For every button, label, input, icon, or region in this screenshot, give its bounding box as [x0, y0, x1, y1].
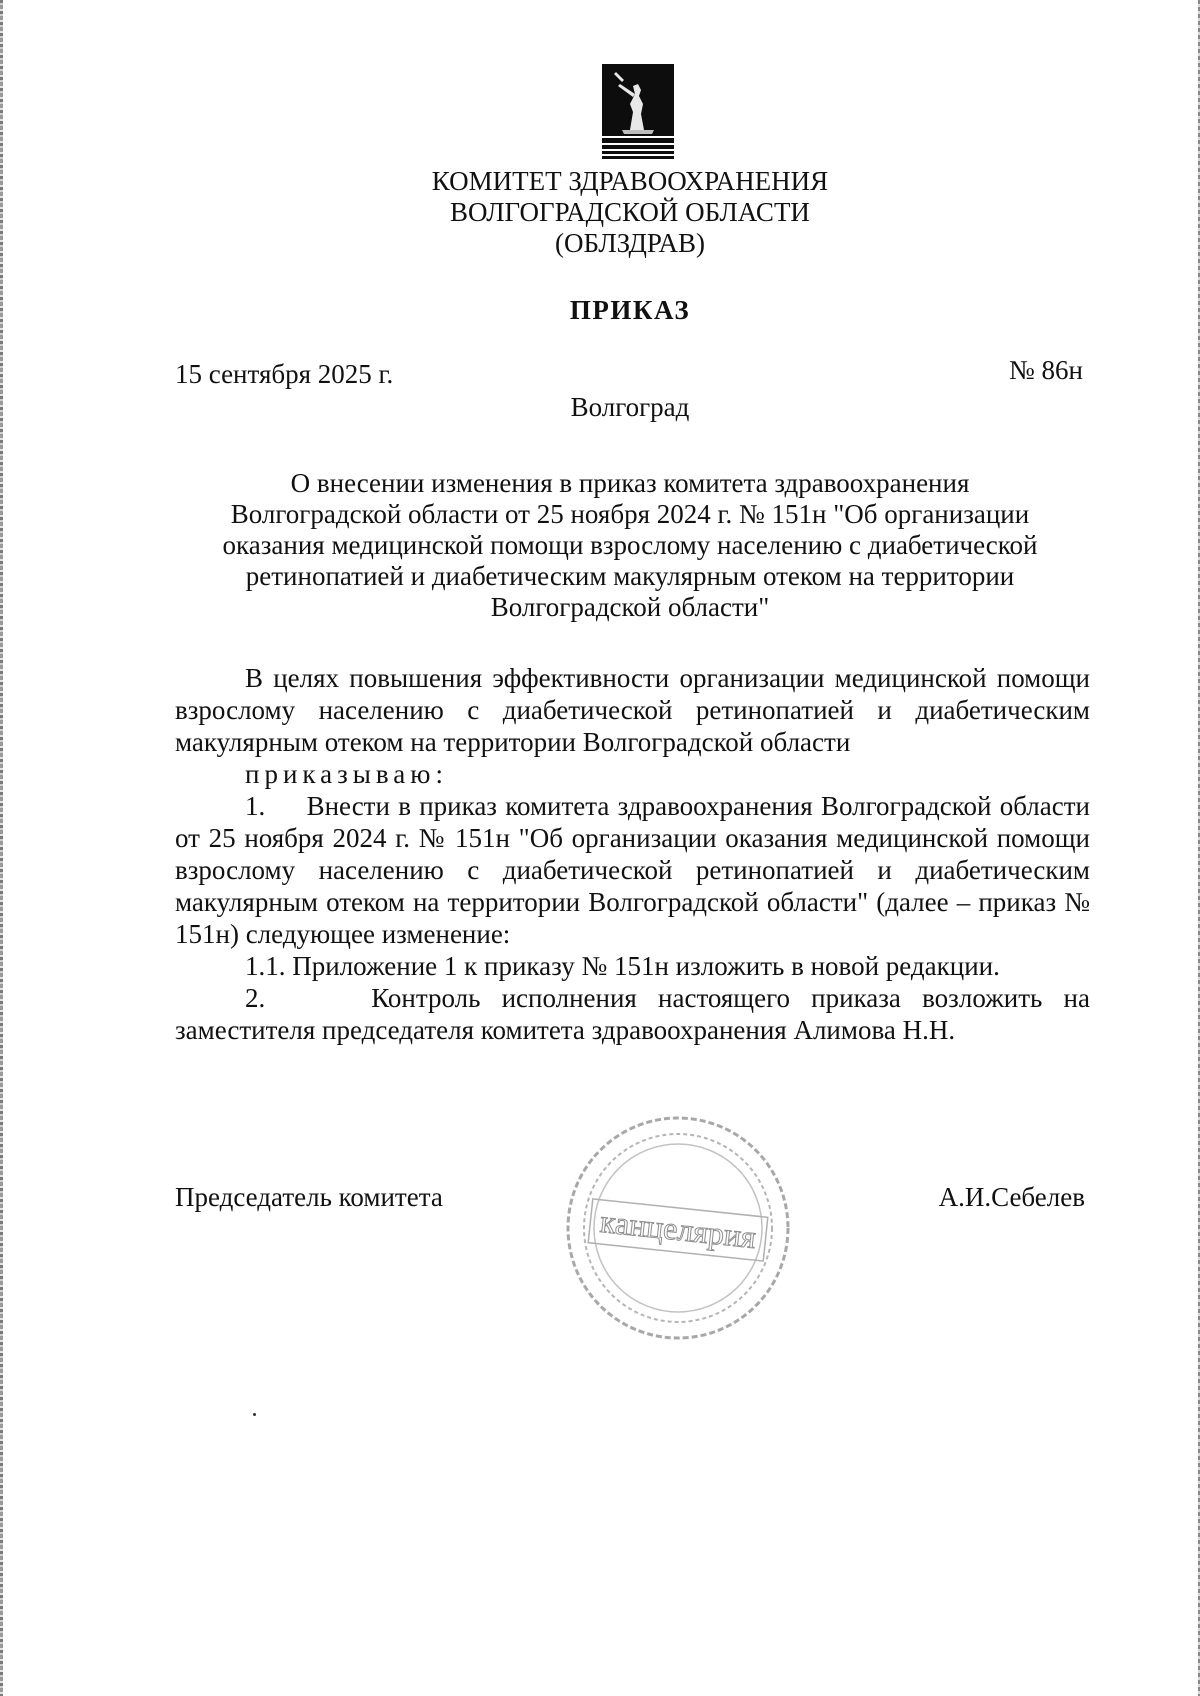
subject-line: ретинопатией и диабетическим макулярным отеком на территории: [245, 561, 1015, 591]
header-line-3: (ОБЛЗДРАВ): [555, 228, 705, 258]
volgograd-emblem-icon: [602, 64, 674, 159]
document-title: ПРИКАЗ: [569, 295, 691, 325]
item-2-paragraph: 2. Контроль исполнения настоящего приказа возложить на заместителя председателя комитета здравоохранения Алимова Н.Н.: [175, 983, 1090, 1045]
order-word: приказываю:: [245, 759, 448, 789]
item-1-paragraph: 1. Внести в приказ комитета здравоохранения Волгоградской области от 25 ноября 2024 г. № 151н "Об организации оказания медицинской помощи взрослому населению с диабетической ретинопатией и диабетическим макулярным отеком на территории Волгоградской области" (далее – приказ № 151н) следующее изменение:: [175, 791, 1090, 949]
preamble-paragraph: В целях повышения эффективности организации медицинской помощи взрослому населению с диабетической ретинопатией и диабетическим макулярным отеком на территории Волгоградской области: [175, 663, 1090, 757]
subject-line: О внесении изменения в приказ комитета здравоохранения: [290, 468, 970, 498]
scan-speck: [253, 1413, 256, 1416]
document-city: Волгоград: [570, 392, 690, 422]
document-subject: [190, 468, 1070, 623]
document-number: № 86н: [1009, 355, 1083, 385]
organization-header: [0, 166, 1200, 259]
subject-line: Волгоградской области": [490, 592, 770, 622]
subject-line: Волгоградской области от 25 ноября 2024 г. № 151н "Об организации: [230, 499, 1030, 529]
header-line-2: ВОЛГОГРАДСКОЙ ОБЛАСТИ: [450, 197, 810, 227]
document-body: [175, 662, 1090, 1046]
item-1-1-paragraph: 1.1. Приложение 1 к приказу № 151н изложить в новой редакции.: [245, 951, 1000, 981]
signatory-name: А.И.Себелев: [938, 1182, 1085, 1212]
header-line-1: КОМИТЕТ ЗДРАВООХРАНЕНИЯ: [431, 166, 829, 196]
office-stamp: [560, 1110, 796, 1346]
stamp-text: канцелярия: [598, 1202, 758, 1256]
document-date: 15 сентября 2025 г.: [175, 359, 394, 389]
signatory-position: Председатель комитета: [175, 1182, 443, 1212]
subject-line: оказания медицинской помощи взрослому населению с диабетической: [222, 530, 1038, 560]
